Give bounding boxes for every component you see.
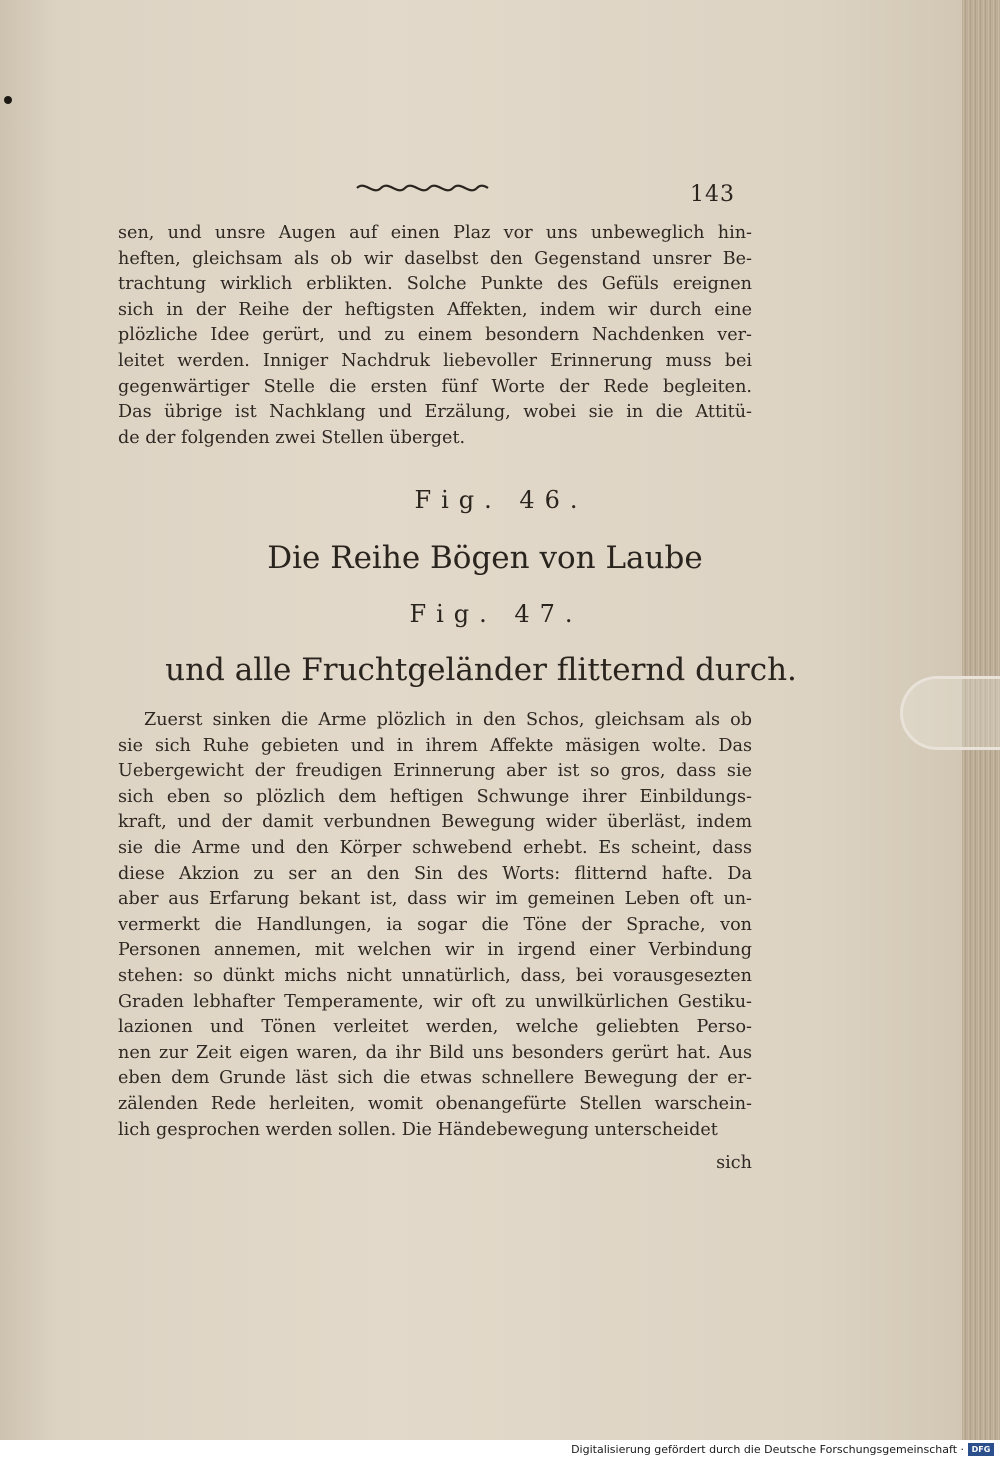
text-line: sich in der Reihe der heftigsten Affekten, indem wir durch eine bbox=[118, 299, 752, 320]
wavy-ornament-icon bbox=[355, 176, 490, 200]
text-line: Personen annemen, mit welchen wir in irgend einer Verbindung bbox=[118, 940, 752, 961]
page-number: 143 bbox=[690, 182, 735, 207]
dfg-logo-icon: DFG bbox=[968, 1443, 994, 1456]
text-line: plözliche Idee gerürt, und zu einem besondern Nachdenken ver- bbox=[118, 325, 752, 346]
text-line: heften, gleichsam als ob wir daselbst den Gegenstand unsrer Be- bbox=[118, 248, 752, 269]
figure-heading-46: Die Reihe Bögen von Laube bbox=[267, 540, 703, 576]
figure-heading-47: und alle Fruchtgeländer flitternd durch. bbox=[165, 652, 797, 688]
top-paragraph bbox=[118, 221, 752, 451]
text-line: stehen: so dünkt michs nicht unnatürlich, dass, bei vorausgesezten bbox=[118, 965, 752, 986]
text-line: trachtung wirklich erblikten. Solche Punkte des Gefüls ereignen bbox=[118, 274, 752, 295]
text-line: nen zur Zeit eigen waren, da ihr Bild uns besonders gerürt hat. Aus bbox=[118, 1042, 752, 1063]
ink-dot bbox=[4, 96, 12, 104]
footer-bar bbox=[0, 1440, 1000, 1459]
text-line: Uebergewicht der freudigen Erinnerung aber ist so gros, dass sie bbox=[118, 761, 752, 782]
text-line: sich eben so plözlich dem heftigen Schwunge ihrer Einbildungs- bbox=[118, 786, 752, 807]
text-line: Das übrige ist Nachklang und Erzälung, wobei sie in die Attitü- bbox=[118, 402, 752, 423]
catchword-container bbox=[118, 1151, 752, 1177]
text-line: sie die Arme und den Körper schwebend erhebt. Es scheint, dass bbox=[118, 837, 752, 858]
text-line: de der folgenden zwei Stellen überget. bbox=[118, 427, 466, 448]
text-line: lich gesprochen werden sollen. Die Händebewegung unterscheidet bbox=[118, 1119, 718, 1140]
text-line: eben dem Grunde läst sich die etwas schnellere Bewegung der er- bbox=[118, 1068, 752, 1089]
text-line: aber aus Erfarung bekant ist, dass wir im gemeinen Leben oft un- bbox=[118, 889, 752, 910]
text-line: sen, und unsre Augen auf einen Plaz vor uns unbeweglich hin- bbox=[118, 223, 752, 243]
bottom-paragraph bbox=[118, 708, 752, 1143]
text-line: diese Akzion zu ser an den Sin des Worts: flitternd hafte. Da bbox=[118, 863, 752, 884]
text-line: sie sich Ruhe gebieten und in ihrem Affekte mäsigen wolte. Das bbox=[118, 735, 752, 756]
text-line: Graden lebhafter Temperamente, wir oft zu unwilkürlichen Gestiku- bbox=[118, 991, 752, 1012]
text-line: lazionen und Tönen verleitet werden, welche geliebten Perso- bbox=[118, 1017, 752, 1038]
text-line: vermerkt die Handlungen, ia sogar die Töne der Sprache, von bbox=[118, 914, 752, 935]
text-line: zälenden Rede herleiten, womit obenangefürte Stellen warschein- bbox=[118, 1093, 752, 1114]
catchword: sich bbox=[716, 1153, 752, 1173]
figure-label-46: Fig. 46. bbox=[414, 486, 588, 514]
text-line: Zuerst sinken die Arme plözlich in den Schos, gleichsam als ob bbox=[144, 710, 752, 730]
paper-clip bbox=[900, 676, 1000, 750]
text-line: kraft, und der damit verbundnen Bewegung wider überläst, indem bbox=[118, 812, 752, 833]
text-line: leitet werden. Inniger Nachdruk liebevoller Erinnerung muss bei bbox=[118, 350, 752, 371]
footer-text: Digitalisierung gefördert durch die Deutsche Forschungsgemeinschaft · bbox=[571, 1443, 964, 1456]
text-line: gegenwärtiger Stelle die ersten fünf Worte der Rede begleiten. bbox=[118, 376, 752, 397]
figure-label-47: Fig. 47. bbox=[409, 600, 583, 628]
